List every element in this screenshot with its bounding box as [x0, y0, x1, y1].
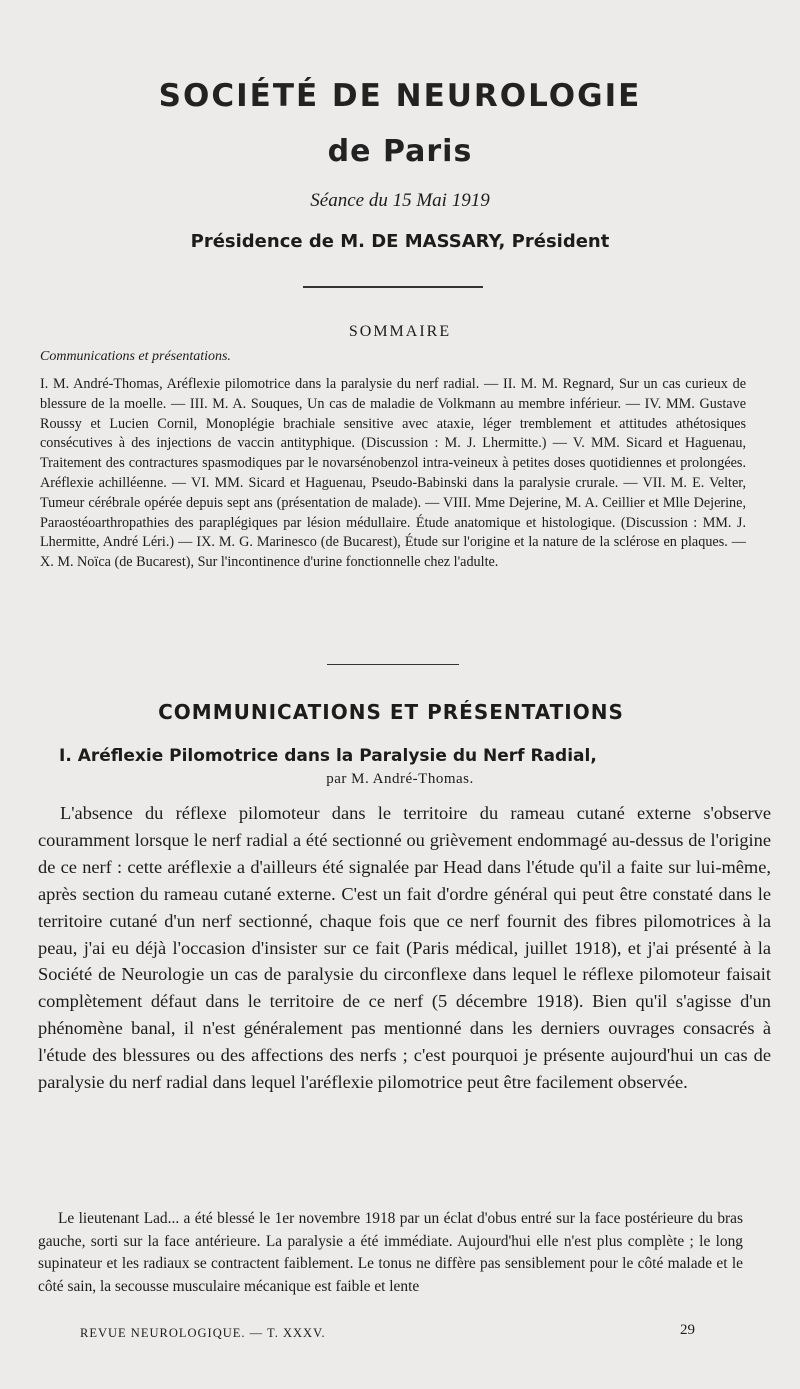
summary-title: SOMMAIRE	[348, 323, 452, 340]
article-title: I. Aréflexie Pilomotrice dans la Paralysie du Nerf Radial,	[59, 746, 597, 766]
summary-subtitle: Communications et présentations.	[40, 349, 231, 364]
page-number: 29	[680, 1322, 695, 1338]
summary-divider	[327, 664, 459, 665]
footer-journal: REVUE NEUROLOGIQUE. — T. XXXV.	[80, 1326, 326, 1340]
summary-text	[40, 375, 746, 573]
body-paragraph-2: Le lieutenant Lad... a été blessé le 1er novembre 1918 par un éclat d'obus entré sur la face postérieure du bras gauche, sorti sur la face antérieure. La paralysie a été immédiate. Aujourd'hui elle n'est plus complète ; le long supinateur et les radiaux se contractent faiblement. Le tonus ne diffère pas sensiblement pour le côté malade et le côté sain, la secousse musculaire mécanique est faible et lente	[38, 1210, 743, 1295]
society-title: SOCIÉTÉ DE NEUROLOGIE	[158, 78, 642, 114]
body-paragraph-1: L'absence du réflexe pilomoteur dans le territoire du rameau cutané externe s'observe couramment lorsque le nerf radial a été sectionné ou grièvement endommagé au-dessus de l'origine de ce nerf : cette aréflexie a d'ailleurs été signalée par Head dans l'étude qu'il a faite sur lui-même, après section du rameau cutané externe. C'est un fait d'ordre général qui peut être constaté dans le territoire cutané d'un nerf sectionné, chaque fois que ce nerf fournit des fibres pilomotrices à la peau, j'ai eu déjà l'occasion d'insister sur ce fait (Paris médical, juillet 1918), et j'ai présenté à la Société de Neurologie un cas de paralysie du circonflexe dans lequel le réflexe pilomoteur faisait complètement défaut dans le territoire de ce nerf (5 décembre 1918). Bien qu'il s'agisse d'un phénomène banal, il n'est généralement pas mentionné dans les derniers ouvrages consacrés à l'étude des blessures ou des affections des nerfs ; c'est pourquoi je présente aujourd'hui un cas de paralysie du nerf radial dans lequel l'aréflexie pilomotrice peut être facilement observée.	[38, 803, 771, 1093]
article-body-large	[38, 800, 771, 1096]
session-date: Séance du 15 Mai 1919	[310, 190, 490, 211]
section-heading: COMMUNICATIONS ET PRÉSENTATIONS	[158, 700, 624, 724]
society-city: de Paris	[327, 134, 473, 169]
header-divider	[303, 286, 483, 288]
presidency-line: Présidence de M. DE MASSARY, Président	[190, 231, 610, 252]
summary-paragraph: I. M. André-Thomas, Aréflexie pilomotrice dans la paralysie du nerf radial. — II. M. M. Regnard, Sur un cas curieux de blessure de la moelle. — III. M. A. Souques, Un cas de maladie de Volkmann au membre inférieur. — IV. MM. Gustave Roussy et Lucien Cornil, Monoplégie brachiale sensitive avec ataxie, léger tremblement et attitudes athétosiques consécutives à des injections de vaccin antityphique. (Discussion : M. J. Lhermitte.) — V. MM. Sicard et Haguenau, Traitement des contractures spasmodiques par le novarsénobenzol intra-veineux à petites doses quotidiennes et prolongées. Aréflexie achilléenne. — VI. MM. Sicard et Haguenau, Pseudo-Babinski dans la paralysie crurale. — VII. M. E. Velter, Tumeur cérébrale opérée depuis sept ans (présentation de malade). — VIII. Mme Dejerine, M. A. Ceillier et Mlle Dejerine, Paraostéoarthropathies des paraplégiques par lésion médullaire. Étude anatomique et histologique. (Discussion : MM. J. Lhermitte, André Léri.) — IX. M. G. Marinesco (de Bucarest), Étude sur l'origine et la nature de la sclérose en plaques. — X. M. Noïca (de Bucarest), Sur l'incontinence d'urine fonctionnelle chez l'adulte.	[40, 376, 746, 571]
article-body-small	[38, 1208, 743, 1298]
article-author: par M. André-Thomas.	[326, 771, 474, 787]
